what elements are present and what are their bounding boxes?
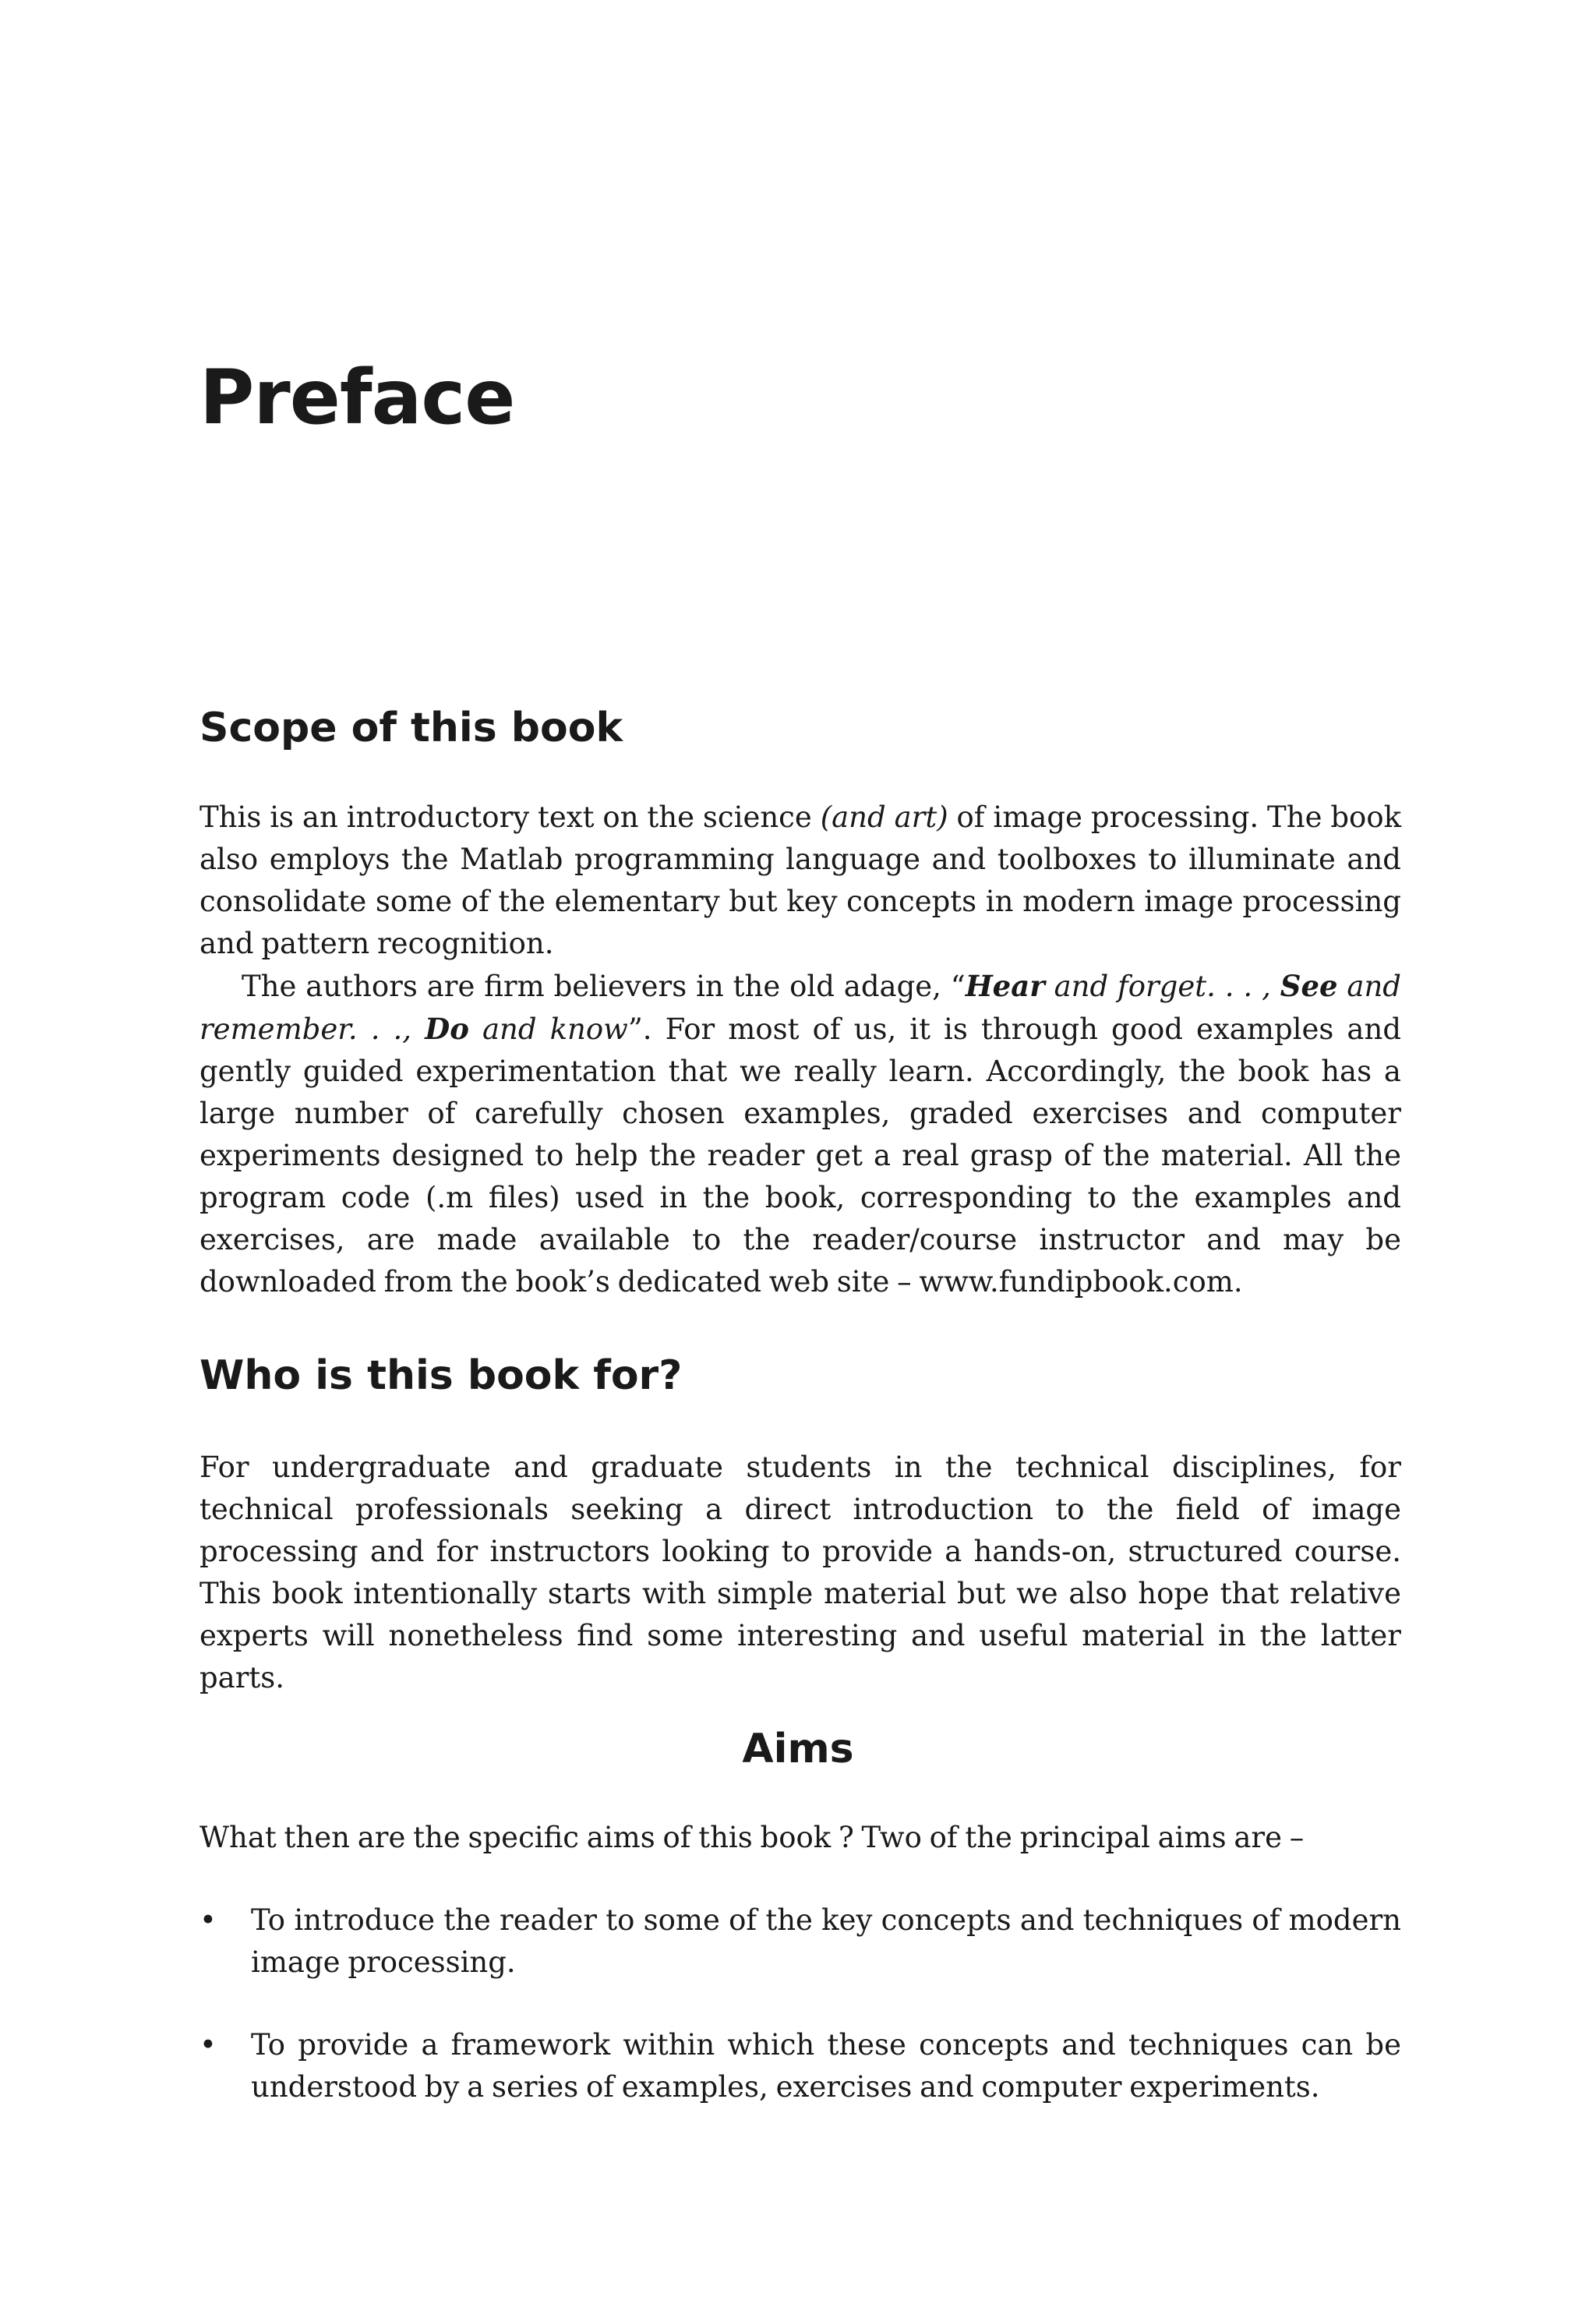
aims-list-item bbox=[200, 1899, 1401, 1984]
adage-know: and know bbox=[468, 1012, 628, 1046]
audience-paragraph: For undergraduate and graduate students in the technical disciplines, for technical professionals seeking a direct introduction to the field of image processing and for instructors looking to provide a hands-on, structured course. This book intentionally starts with simple material but we also hope that relative experts will nonetheless find some interesting and useful material in the latter parts. bbox=[200, 1451, 1401, 1694]
scope-paragraph-1 bbox=[200, 797, 1401, 965]
scope-paragraph-2 bbox=[200, 965, 1401, 1303]
aims-list-item bbox=[200, 2024, 1401, 2108]
aims-item-text: To provide a framework within which these concepts and techniques can be understood by a series of examples, exercises and computer experiments. bbox=[251, 2028, 1401, 2104]
aims-item-text: To introduce the reader to some of the key concepts and techniques of modern image processing. bbox=[251, 1903, 1401, 1979]
scope-p1-italic: (and art) bbox=[820, 800, 948, 834]
bullet-marker: • bbox=[200, 2028, 217, 2062]
adage-hear: Hear bbox=[965, 969, 1045, 1003]
bullet-marker: • bbox=[200, 1903, 217, 1937]
adage-forget: and forget. . . , bbox=[1044, 970, 1280, 1003]
page-title: Preface bbox=[200, 354, 515, 441]
adage-see: See bbox=[1280, 969, 1338, 1003]
aims-heading: Aims bbox=[742, 1726, 854, 1772]
scope-heading: Scope of this book bbox=[200, 705, 623, 751]
adage-do: Do bbox=[425, 1012, 469, 1046]
scope-p1-text-a: This is an introductory text on the science bbox=[200, 800, 821, 834]
adage-remember: and remember. . ., bbox=[200, 970, 1401, 1046]
scope-p2-lead: The authors are firm believers in the old adage, “ bbox=[242, 970, 966, 1003]
aims-intro: What then are the specific aims of this book ? Two of the principal aims are – bbox=[200, 1821, 1305, 1854]
scope-p1-text-c: of image processing. The book also employs the Matlab programming language and toolboxes to illuminate and consolidate some of the elementary but key concepts in modern image processing and pattern recognition. bbox=[200, 800, 1402, 960]
scope-p2-rest: ”. For most of us, it is through good examples and gently guided experimentation that we really learn. Accordingly, the book has a large number of carefully chosen examples, graded exercises and computer experiments designed to help the reader get a real grasp of the material. All the program code (.m files) used in the book, corresponding to the examples and exercises, are made available to the reader/course instructor and may be downloaded from the book’s dedicated web site – www.fundipbook.com. bbox=[200, 1012, 1402, 1299]
audience-heading: Who is this book for? bbox=[200, 1352, 683, 1399]
